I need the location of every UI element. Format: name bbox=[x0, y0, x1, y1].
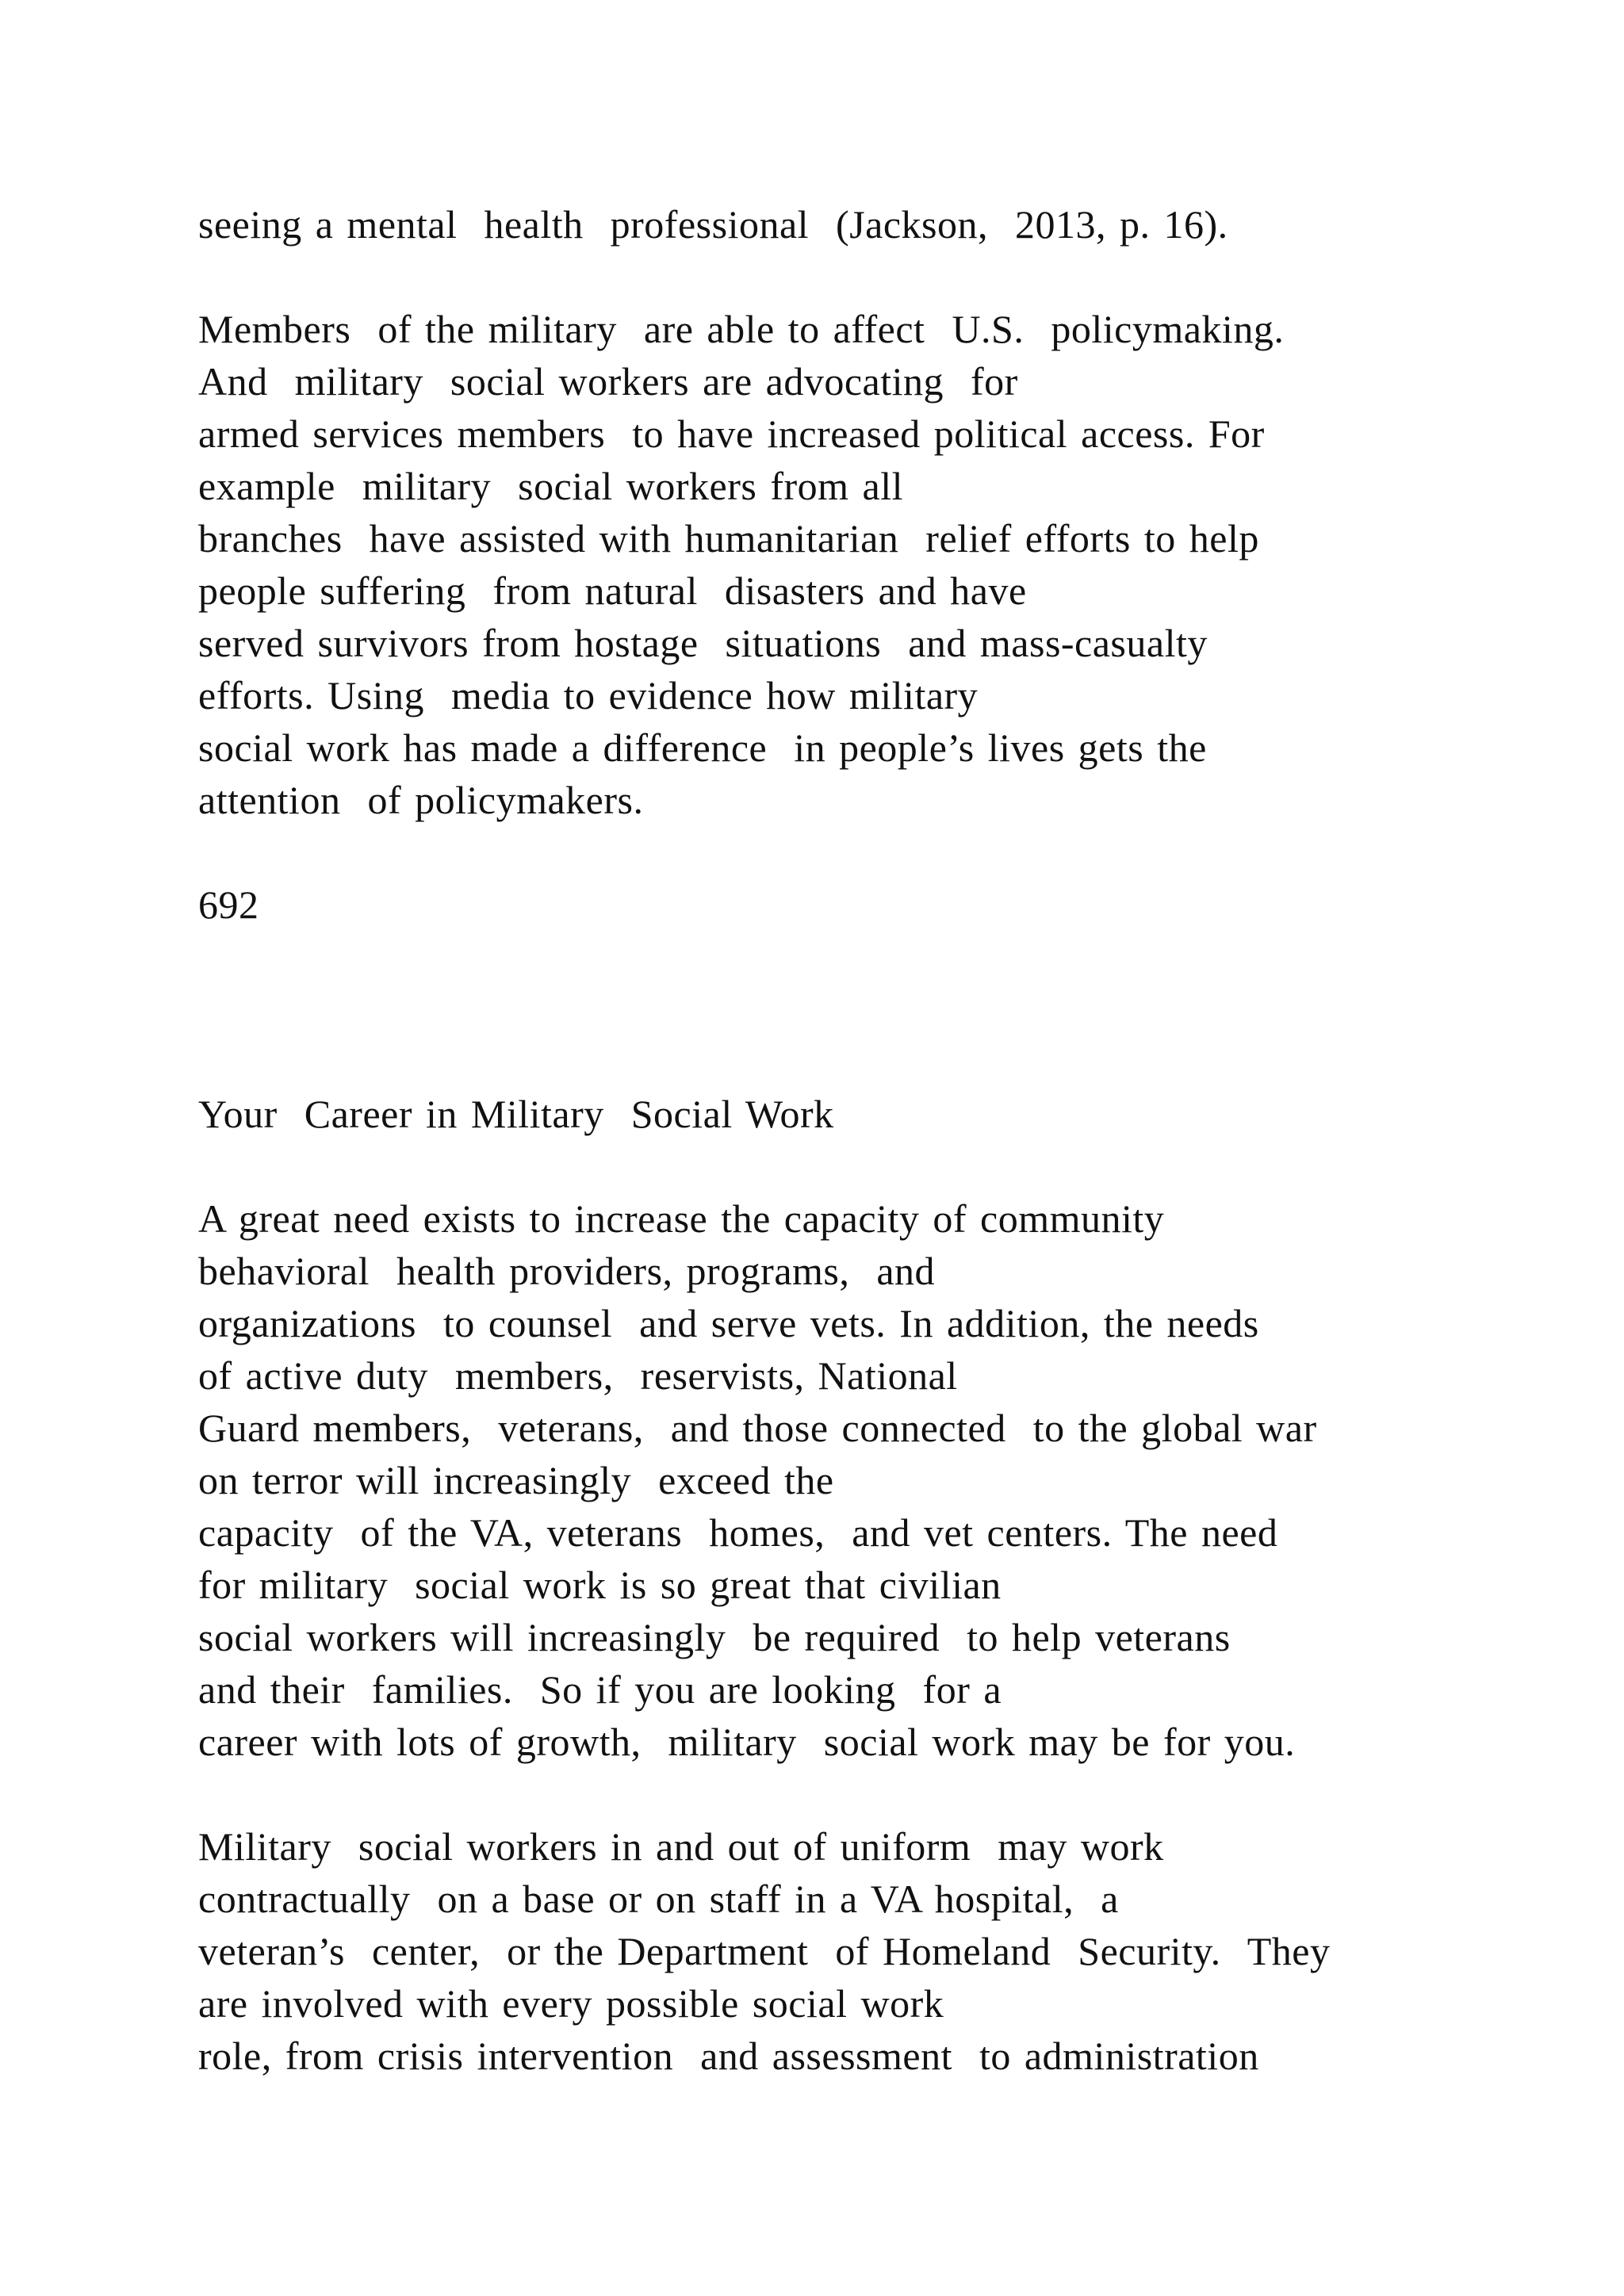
paragraph-need-line-3: organizations to counsel and serve vets. In addition, the needs bbox=[198, 1301, 1259, 1345]
paragraph-need-line-9: social workers will increasingly be required to help veterans bbox=[198, 1615, 1231, 1659]
paragraph-need-line-5: Guard members, veterans, and those connected to the global war bbox=[198, 1406, 1317, 1450]
paragraph-policy-line-6: people suffering from natural disasters and have bbox=[198, 568, 1027, 613]
page-number: 692 bbox=[198, 882, 259, 927]
intro-line: seeing a mental health professional (Jackson, 2013, p. 16). bbox=[198, 202, 1228, 247]
paragraph-need-line-4: of active duty members, reservists, National bbox=[198, 1353, 958, 1398]
paragraph-roles-line-4: are involved with every possible social work bbox=[198, 1981, 944, 2026]
paragraph-policy-line-4: example military social workers from all bbox=[198, 464, 904, 508]
paragraph-policy-line-10: attention of policymakers. bbox=[198, 778, 644, 822]
paragraph-policy-line-5: branches have assisted with humanitarian relief efforts to help bbox=[198, 516, 1259, 561]
paragraph-need-line-8: for military social work is so great that civilian bbox=[198, 1563, 1002, 1607]
paragraph-roles-line-1: Military social workers in and out of uniform may work bbox=[198, 1824, 1164, 1869]
paragraph-policy-line-9: social work has made a difference in people’s lives gets the bbox=[198, 725, 1207, 770]
paragraph-need-line-10: and their families. So if you are looking for a bbox=[198, 1667, 1002, 1712]
paragraph-need-line-11: career with lots of growth, military social work may be for you. bbox=[198, 1720, 1296, 1764]
paragraph-need-line-1: A great need exists to increase the capacity of community bbox=[198, 1196, 1165, 1241]
paragraph-need-line-7: capacity of the VA, veterans homes, and vet centers. The need bbox=[198, 1510, 1278, 1555]
paragraph-need-line-2: behavioral health providers, programs, and bbox=[198, 1249, 936, 1293]
paragraph-policy-line-1: Members of the military are able to affect U.S. policymaking. bbox=[198, 307, 1285, 351]
paragraph-policy-line-8: efforts. Using media to evidence how military bbox=[198, 673, 979, 718]
paragraph-policy-line-7: served survivors from hostage situations and mass-casualty bbox=[198, 621, 1208, 665]
paragraph-policy-line-2: And military social workers are advocating for bbox=[198, 359, 1018, 404]
paragraph-roles-line-2: contractually on a base or on staff in a VA hospital, a bbox=[198, 1877, 1119, 1921]
section-heading: Your Career in Military Social Work bbox=[198, 1092, 834, 1136]
paragraph-need-line-6: on terror will increasingly exceed the bbox=[198, 1458, 834, 1502]
paragraph-policy-line-3: armed services members to have increased political access. For bbox=[198, 411, 1265, 456]
paragraph-roles-line-5: role, from crisis intervention and assessment to administration bbox=[198, 2034, 1259, 2078]
paragraph-roles-line-3: veteran’s center, or the Department of Homeland Security. They bbox=[198, 1929, 1331, 1973]
